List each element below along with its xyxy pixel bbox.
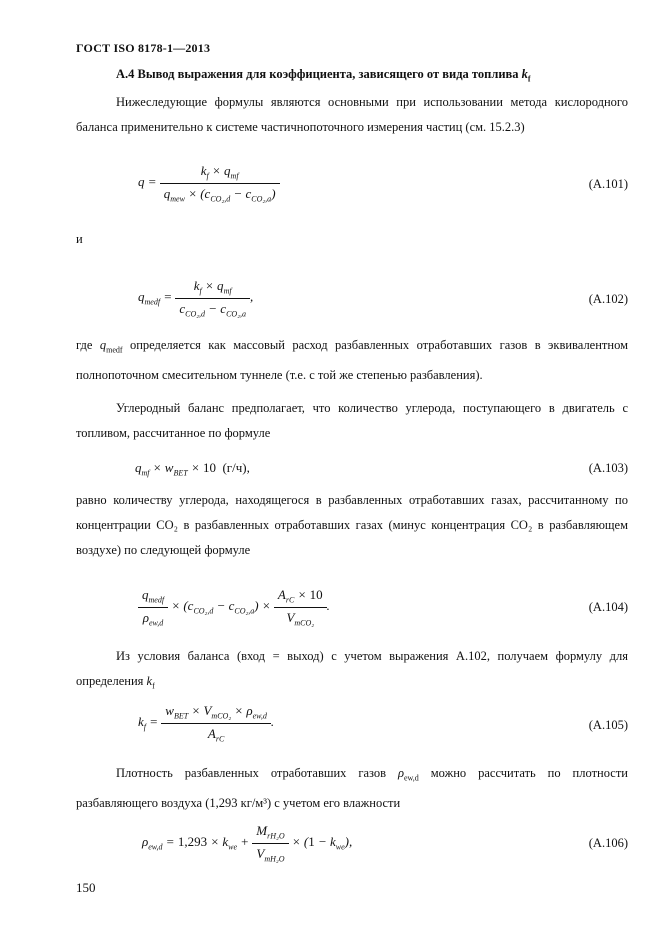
paragraph-carbon-balance: Углеродный баланс предполагает, что количество углерода, поступающего в двигатель с топливом, рассчитанное по формуле [76,401,628,440]
equation-a103: $q_{mf} \times w_{BET} \times 10$ (г/ч), [135,460,250,478]
equation-number-a101: (А.101) [588,177,628,191]
paragraph-density: Плотность разбавленных отработавших газов $\rho_{ew,d}$ можно рассчитать по плотности разбавляющего воздуха (1,293 кг/м³) с учетом его влажности [76,766,628,810]
equation-number-a106: (А.106) [588,836,628,850]
equation-a106: $\rho_{ew,d} = 1,293 \times k_{we}$ + $\frac{M_{rH_2O}}{V_{mH_2O}}$ × $(1 - k_{we})$, [142,823,353,864]
equation-number-a102: (А.102) [588,292,628,306]
page-number: 150 [76,880,96,895]
document-header: ГОСТ ISO 8178-1—2013 [76,41,211,55]
equation-number-a105: (А.105) [588,718,628,732]
equation-number-a103: (А.103) [588,461,628,475]
conjunction-text: и [76,232,83,246]
paragraph-equals: равно количеству углерода, находящегося в разбавленных отработавших газах, рассчитанному по концентрации CO₂ в разбавленных отработавших газах (минус концентрация CO₂ в разбавляющем воздухе) по следующей формуле [76,493,628,557]
equation-number-a104: (А.104) [588,600,628,614]
equation-a104: $\frac{q_{medf}}{\rho_{ew,d}}$ × $(c_{CO_2,d} - c_{CO_2,a})$ × $\frac{A_{rC} \times 10}{V_{mCO_2}}$ . [138,587,330,627]
section-title: А.4 Вывод выражения для коэффициента, зависящего от вида топлива $k_f$ [116,67,531,84]
equation-a105: $k_f$ = $\frac{w_{BET} \times V_{mCO_2} \times \rho_{ew,d}}{A_{rC}}$ . [138,703,275,744]
equation-a101: q = $\frac{k_f \times q_{mf}}{q_{mew} \times (c_{CO_2,d} - c_{CO_2,a})}$ [138,163,280,203]
paragraph-intro: Нижеследующие формулы являются основными при использовании метода кислородного баланса применительно к системе частичнопоточного измерения частиц (см. 15.2.3) [76,95,628,134]
paragraph-qmedf: где $q_{medf}$ определяется как массовый расход разбавленных отработавших газов в эквивалентном полнопоточном смесительном туннеле (т.е. с той же степенью разбавления). [76,338,628,382]
equation-a102: $q_{medf}$ = $\frac{k_f \times q_{mf}}{c_{CO_2,d} - c_{CO_2,a}}$ , [138,278,254,319]
paragraph-balance: Из условия баланса (вход = выход) с учетом выражения А.102, получаем формулу для определения $k_f$ [76,649,628,691]
